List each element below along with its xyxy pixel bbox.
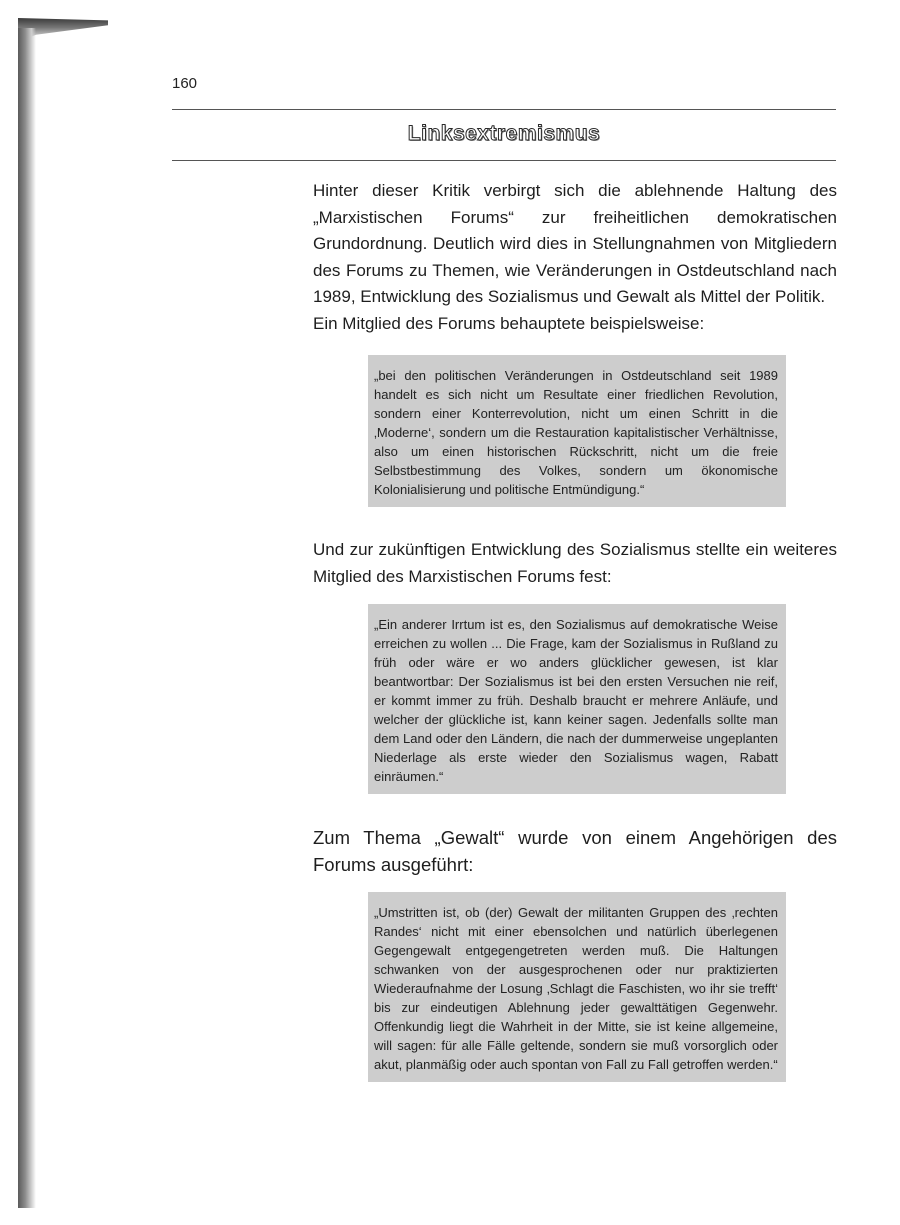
paragraph-intro: Hinter dieser Kritik verbirgt sich die ablehnende Haltung des „Marxistischen Forums“ zur freiheitlichen demokratischen Grundordnung. Deutlich wird dies in Stellungnahmen von Mitgliedern des Forums zu Themen, wie Veränderungen in Ostdeutschland nach 1989, Entwicklung des Sozialismus und Gewalt als Mittel der Politik. <box>313 181 837 306</box>
quote-block-1: „bei den politischen Veränderungen in Ostdeutschland seit 1989 handelt es sich nicht um Resultate einer friedlichen Revolution, sondern einer Konterrevolution, nicht um einen Schritt in die ‚Moderne‘, sondern um die Restauration kapitalistischer Verhältnisse, also um einen historischen Rückschritt, nicht um die freie Selbstbestimmung des Volkes, sondern um ökonomische Kolonialisierung und politische Entmündigung.“ <box>368 355 786 507</box>
paragraph-violence-lead: Zum Thema „Gewalt“ wurde von einem Angehörigen des Forums ausgeführt: <box>313 827 837 875</box>
running-title: Linksextremismus <box>407 122 601 145</box>
header-rule-bottom <box>172 160 836 161</box>
scan-binding-edge <box>18 28 36 1208</box>
quote-block-3: „Umstritten ist, ob (der) Gewalt der militanten Gruppen des ‚rechten Randes‘ nicht mit einer ebensolchen und natürlich überlegenen Gegengewalt entgegengetreten werden muß. Die Haltungen schwanken von der ausgesprochenen oder nur praktizierten Wiederaufnahme der Losung ‚Schlagt die Faschisten, wo ihr sie trefft‘ bis zur eindeutigen Ablehnung jeder gewalttätigen Gegenwehr. Offenkundig liegt die Wahrheit in der Mitte, sie ist keine allgemeine, will sagen: für alle Fälle geltende, sondern sie muß vorsorglich oder akut, planmäßig oder auch spontan von Fall zu Fall getroffen werden.“ <box>368 892 786 1082</box>
quote-block-2: „Ein anderer Irrtum ist es, den Sozialismus auf demokratische Weise erreichen zu wollen ... Die Frage, kam der Sozialismus in Rußland zu früh oder wäre er wo anders glücklicher gewesen, ist klar beantwortbar: Der Sozialismus ist bei den ersten Versuchen nie reif, er kommt immer zu früh. Deshalb braucht er mehrere Anläufe, und welcher der glückliche ist, kann keiner sagen. Jedenfalls sollte man dem Land oder den Ländern, die nach der dummerweise ungeplanten Niederlage als erste wieder den Sozialismus wagen, Rabatt einräumen.“ <box>368 604 786 794</box>
page-content <box>313 178 837 1112</box>
page-number: 160 <box>172 75 198 92</box>
paragraph-example-lead: Ein Mitglied des Forums behauptete beispielsweise: <box>313 313 705 333</box>
header-rule-top <box>172 109 836 110</box>
paragraph-socialism-lead: Und zur zukünftigen Entwicklung des Sozialismus stellte ein weiteres Mitglied des Marxistischen Forums fest: <box>313 540 837 586</box>
